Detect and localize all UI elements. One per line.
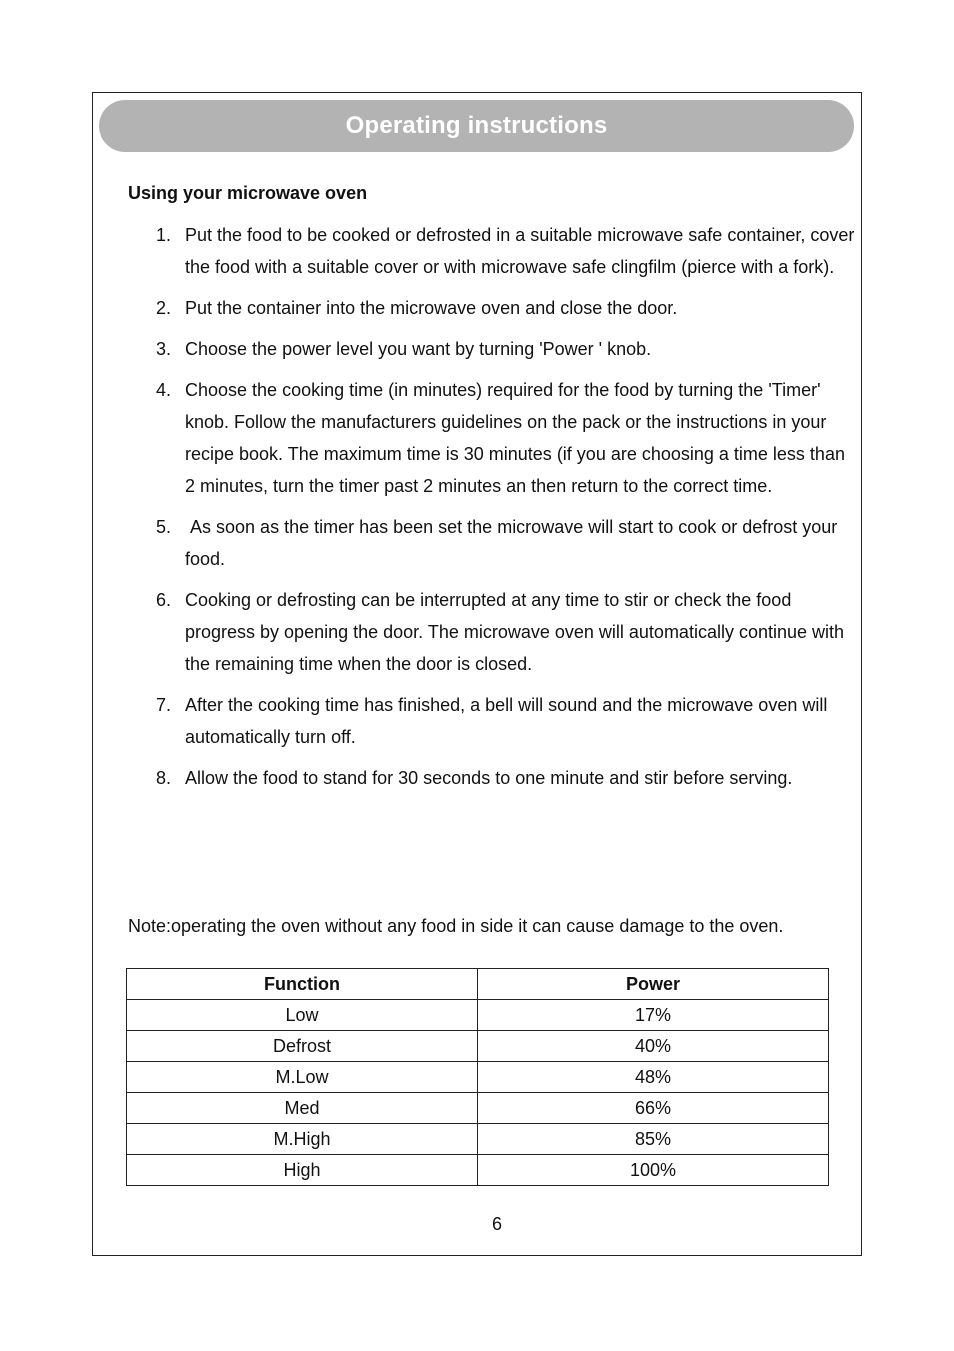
power-cell: 66%	[478, 1093, 829, 1124]
step-text: Choose the cooking time (in minutes) required for the food by turning the 'Timer' knob. Follow the manufacturers guidelines on the pack or the instructions in your recipe book. The maximum time is 30 minutes (if you are choosing a time less than 2 minutes, turn the timer past 2 minutes an then return to the correct time.	[185, 380, 845, 496]
step-text: Choose the power level you want by turning 'Power ' knob.	[185, 339, 652, 359]
step-number: 1.	[156, 225, 172, 245]
table-row	[127, 1062, 829, 1093]
power-cell: 85%	[478, 1124, 829, 1155]
power-cell: 40%	[478, 1031, 829, 1062]
step-number: 2.	[156, 298, 172, 318]
table-header-row	[127, 969, 829, 1000]
column-header-power: Power	[478, 969, 829, 1000]
function-cell: Low	[127, 1000, 478, 1031]
step-item	[128, 511, 858, 575]
safety-note: Note:operating the oven without any food in side it can cause damage to the oven.	[128, 916, 784, 936]
step-item	[128, 219, 858, 283]
section-heading: Using your microwave oven	[128, 183, 368, 203]
power-cell: 17%	[478, 1000, 829, 1031]
step-text: Put the container into the microwave oven and close the door.	[185, 298, 678, 318]
column-header-function: Function	[127, 969, 478, 1000]
function-cell: Defrost	[127, 1031, 478, 1062]
step-text: Put the food to be cooked or defrosted in a suitable microwave safe container, cover the food with a suitable cover or with microwave safe clingfilm (pierce with a fork).	[185, 225, 855, 277]
step-item	[128, 584, 858, 680]
table-row	[127, 1031, 829, 1062]
step-text: Allow the food to stand for 30 seconds to one minute and stir before serving.	[185, 768, 793, 788]
step-text: Cooking or defrosting can be interrupted at any time to stir or check the food progress by opening the door. The microwave oven will automatically continue with the remaining time when the door is closed.	[185, 590, 845, 674]
power-cell: 48%	[478, 1062, 829, 1093]
step-item	[128, 689, 858, 753]
step-item	[128, 292, 858, 324]
page-title-banner	[99, 100, 854, 152]
function-cell: M.High	[127, 1124, 478, 1155]
step-item	[128, 333, 858, 365]
step-number: 8.	[156, 768, 172, 788]
page-title: Operating instructions	[345, 112, 608, 139]
step-number: 7.	[156, 695, 172, 715]
step-item	[128, 374, 858, 502]
function-cell: High	[127, 1155, 478, 1186]
power-cell: 100%	[478, 1155, 829, 1186]
page-number: 6	[491, 1214, 502, 1234]
table-row	[127, 1155, 829, 1186]
function-cell: M.Low	[127, 1062, 478, 1093]
table-row	[127, 1000, 829, 1031]
power-level-table	[126, 968, 829, 1186]
step-item	[128, 762, 858, 794]
step-number: 3.	[156, 339, 172, 359]
step-number: 4.	[156, 380, 172, 400]
table-row	[127, 1124, 829, 1155]
step-number: 5.	[156, 517, 172, 537]
step-number: 6.	[156, 590, 172, 610]
table-row	[127, 1093, 829, 1124]
step-text: As soon as the timer has been set the microwave will start to cook or defrost your food.	[185, 517, 843, 569]
step-text: After the cooking time has finished, a bell will sound and the microwave oven will automatically turn off.	[185, 695, 828, 747]
function-cell: Med	[127, 1093, 478, 1124]
instruction-steps	[128, 219, 858, 803]
